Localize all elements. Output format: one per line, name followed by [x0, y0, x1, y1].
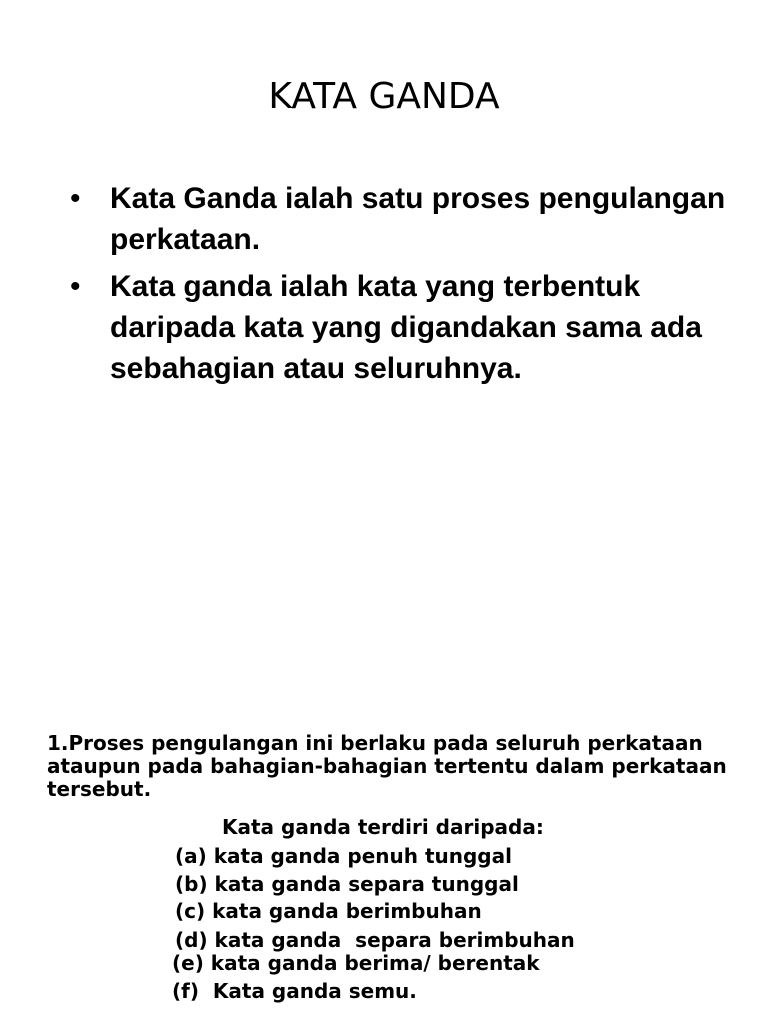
process-note: 1.Proses pengulangan ini berlaku pada seluruh perkataan ataupun pada bahagian-bahagian tertentu dalam perkataan tersebut. — [47, 731, 727, 801]
definition-text: Kata ganda ialah kata yang terbentuk daripada kata yang digandakan sama ada sebahagian atau seluruhnya. — [110, 270, 702, 385]
slide-title: KATA GANDA — [268, 76, 500, 117]
definition-list — [66, 178, 756, 395]
definition-item — [66, 266, 756, 389]
type-item: (b) kata ganda separa tunggal — [175, 872, 519, 896]
type-item: (f) Kata ganda semu. — [172, 979, 417, 1003]
types-heading: Kata ganda terdiri daripada: — [222, 815, 544, 839]
type-item: (e) kata ganda berima/ berentak — [172, 951, 540, 975]
type-item: (a) kata ganda penuh tunggal — [175, 844, 512, 868]
definition-text: Kata Ganda ialah satu proses pengulangan perkataan. — [110, 182, 726, 256]
bullet-icon: • — [70, 270, 81, 303]
type-item: (d) kata ganda separa berimbuhan — [175, 928, 575, 952]
type-item: (c) kata ganda berimbuhan — [175, 899, 482, 923]
bullet-icon: • — [70, 182, 81, 215]
definition-item — [66, 178, 756, 260]
